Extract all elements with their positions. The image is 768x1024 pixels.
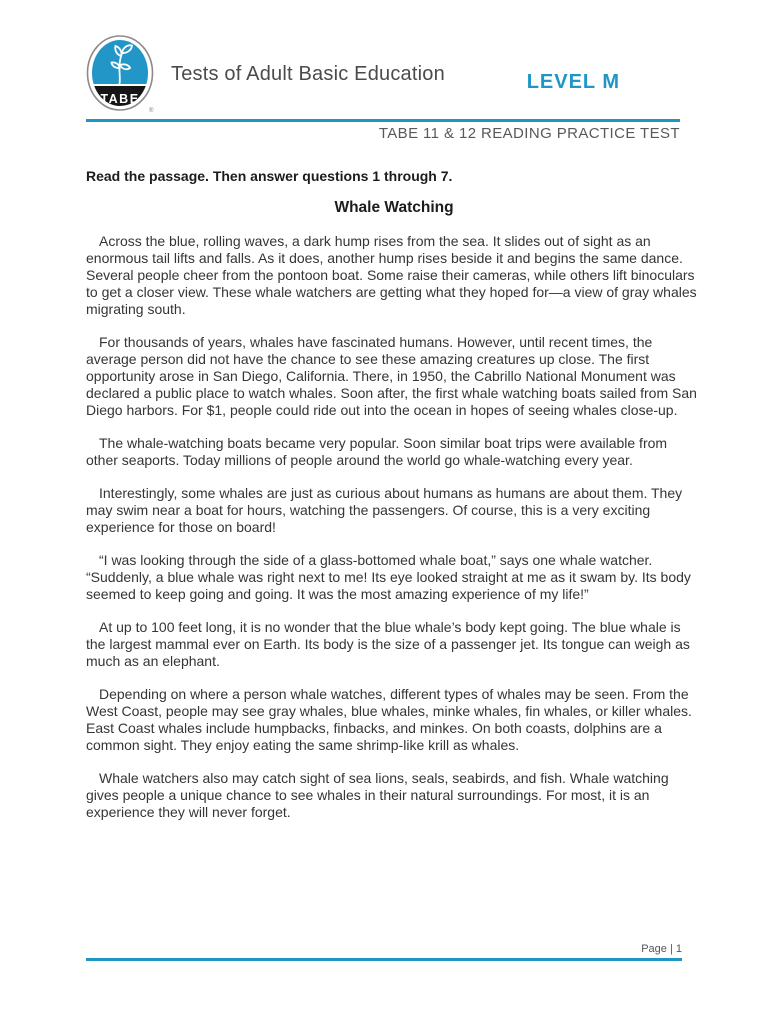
passage-paragraph-1: Across the blue, rolling waves, a dark hump rises from the sea. It slides out of sight as an enormous tail lifts and falls. As it does, another hump rises beside it and begins the same dance. Several people cheer from the pontoon boat. Some raise their cameras, while others lift binoculars to get a closer view. These whale watchers are getting what they hoped for—a view of gray whales migrating south.: [86, 233, 697, 317]
passage-paragraph-4: Interestingly, some whales are just as curious about humans as humans are about them. They may swim near a boat for hours, watching the passengers. Of course, this is a very exciting experience for those on board!: [86, 485, 683, 535]
page-header: [86, 35, 680, 142]
level-label: LEVEL M: [526, 70, 620, 93]
tabe-logo: [86, 35, 154, 113]
passage-paragraph-3: The whale-watching boats became very popular. Soon similar boat trips were available from other seaports. Today millions of people around the world go whale-watching every year.: [86, 435, 668, 468]
passage-content: [86, 168, 702, 821]
test-subtitle: TABE 11 & 12 READING PRACTICE TEST: [378, 125, 680, 142]
passage-title: Whale Watching: [334, 199, 454, 216]
footer-divider: [86, 958, 682, 961]
header-divider: [86, 119, 680, 122]
page-footer: [86, 943, 682, 961]
page-number: Page | 1: [641, 943, 682, 955]
passage-paragraph-5: “I was looking through the side of a glass-bottomed whale boat,” says one whale watcher. “Suddenly, a blue whale was right next to me! Its eye looked straight at me as it swam by. Its body seemed to keep going and going. It was the most amazing experience of my life!”: [86, 552, 691, 602]
passage-paragraph-2: For thousands of years, whales have fascinated humans. However, until recent times, the average person did not have the chance to see these amazing creatures up close. The first opportunity arose in San Diego, California. There, in 1950, the Cabrillo National Monument was declared a public place to watch whales. Soon after, the first whale watching boats sailed from San Diego harbors. For $1, people could ride out into the ocean in hopes of seeing whales close-up.: [86, 334, 697, 418]
logo-wordmark: TABE: [100, 92, 140, 106]
passage-paragraph-8: Whale watchers also may catch sight of sea lions, seals, seabirds, and fish. Whale watching gives people a unique chance to see whales in their natural surroundings. For most, it is an experience they will never forget.: [86, 770, 669, 820]
passage-paragraph-7: Depending on where a person whale watches, different types of whales may be seen. From the West Coast, people may see gray whales, blue whales, minke whales, fin whales, or killer whales. East Coast whales include humpbacks, finbacks, and minkes. On both coasts, dolphins are a common sight. They enjoy eating the same shrimp-like krill as whales.: [86, 686, 692, 753]
tabe-logo-graphic: [86, 35, 154, 113]
passage-paragraph-6: At up to 100 feet long, it is no wonder that the blue whale’s body kept going. The blue whale is the largest mammal ever on Earth. Its body is the size of a passenger jet. Its tongue can weigh as much as an elephant.: [86, 619, 690, 669]
header-top-row: [86, 35, 680, 113]
registered-mark: ®: [149, 108, 154, 113]
instructions-text: Read the passage. Then answer questions 1 through 7.: [86, 168, 453, 184]
brand-title: Tests of Adult Basic Education: [171, 62, 445, 85]
